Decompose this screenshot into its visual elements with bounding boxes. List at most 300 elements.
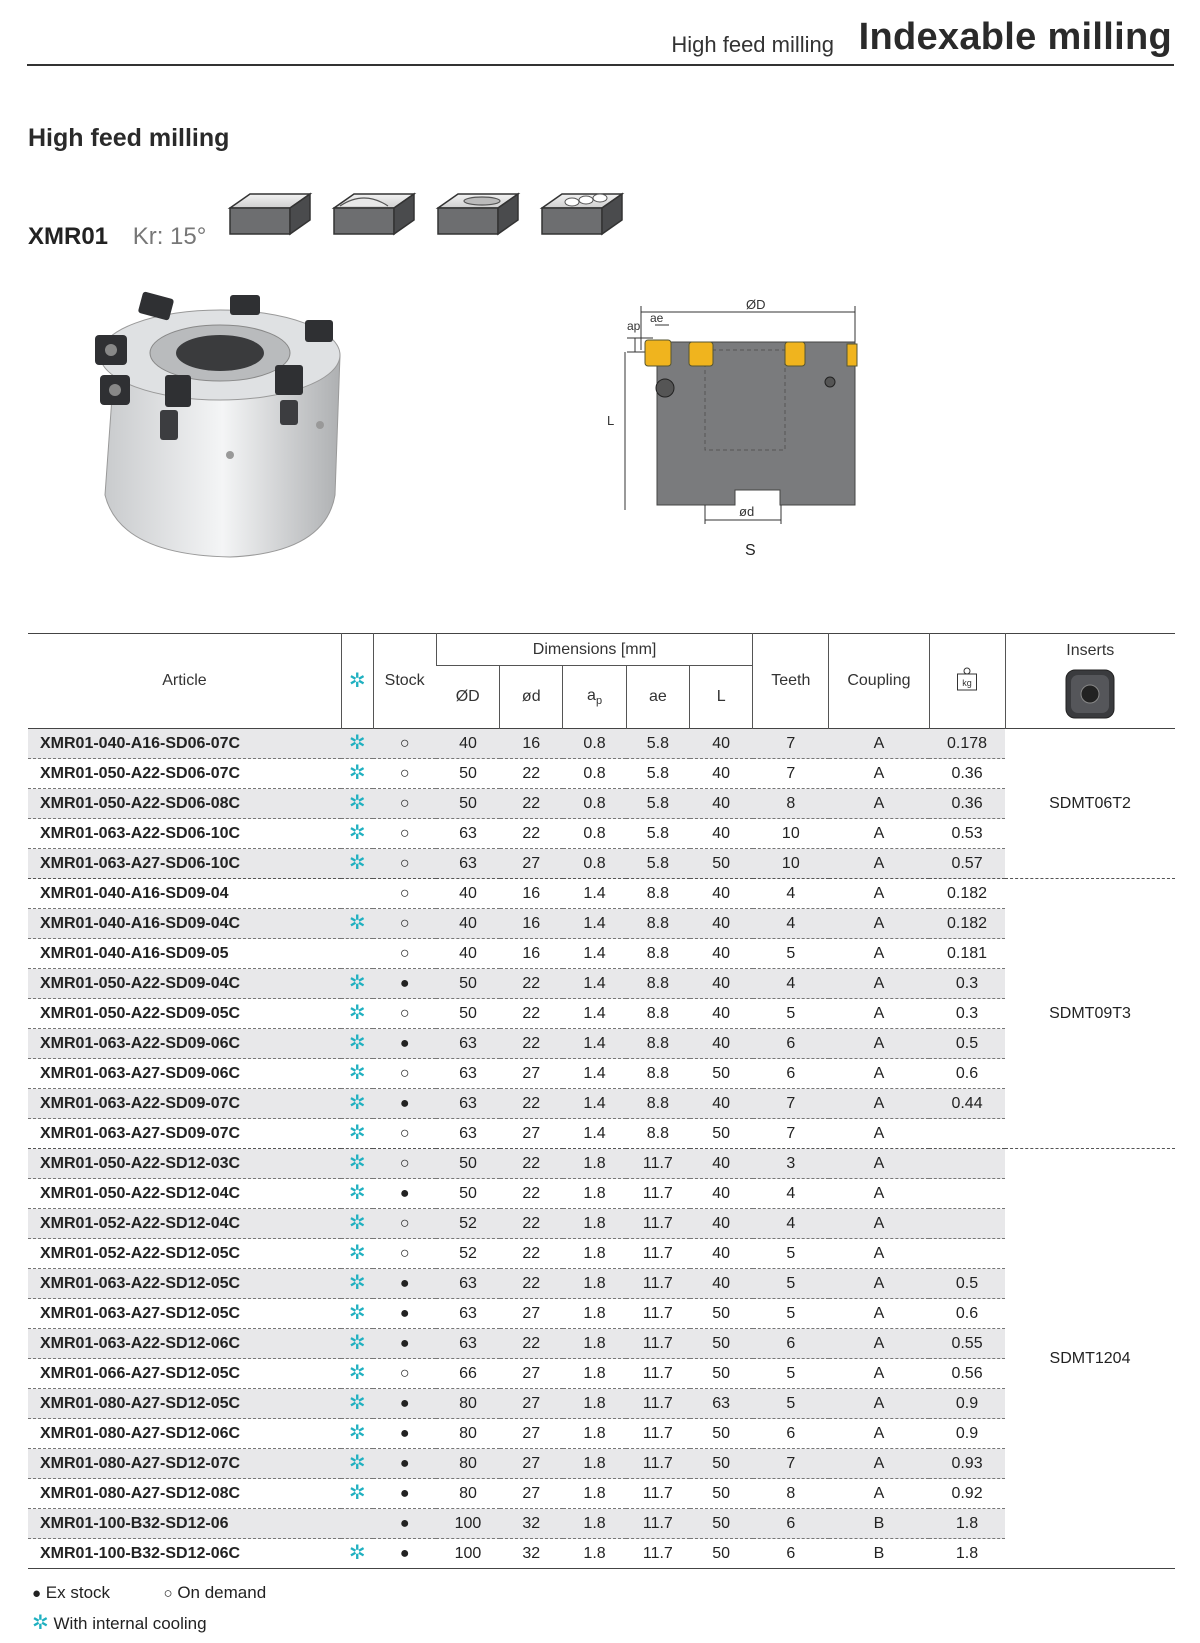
D-cell: 52	[436, 1209, 499, 1239]
ap-cell: 0.8	[563, 819, 626, 849]
ap-cell: 1.8	[563, 1179, 626, 1209]
header-L: L	[690, 666, 753, 729]
table-row	[28, 1389, 1175, 1419]
cooling-icon: ✲	[348, 1362, 366, 1384]
stock-cell: ●	[373, 1269, 436, 1299]
coupling-cell: A	[829, 1209, 929, 1239]
D-cell: 63	[436, 1269, 499, 1299]
weight-cell: 0.6	[929, 1059, 1005, 1089]
cooling-icon: ✲	[348, 1542, 366, 1564]
cooling-icon: ✲	[348, 1002, 366, 1024]
D-cell: 63	[436, 1329, 499, 1359]
L-cell: 50	[690, 1479, 753, 1509]
D-cell: 63	[436, 1059, 499, 1089]
article-cell: XMR01-066-A27-SD12-05C	[28, 1359, 341, 1389]
ae-cell: 8.8	[626, 909, 689, 939]
weight-cell	[929, 1179, 1005, 1209]
weight-cell: 0.182	[929, 909, 1005, 939]
D-cell: 40	[436, 729, 499, 759]
d-cell: 22	[500, 1149, 563, 1179]
header-title: Indexable milling	[858, 16, 1172, 58]
weight-cell: 0.93	[929, 1449, 1005, 1479]
header-d: ød	[500, 666, 563, 729]
ap-cell: 0.8	[563, 729, 626, 759]
weight-cell: 0.36	[929, 759, 1005, 789]
stock-cell: ●	[373, 1389, 436, 1419]
coupling-cell: A	[829, 1389, 929, 1419]
header-stock: Stock	[373, 634, 436, 729]
teeth-cell: 5	[753, 1239, 829, 1269]
D-cell: 63	[436, 1119, 499, 1149]
ae-cell: 11.7	[626, 1179, 689, 1209]
teeth-cell: 4	[753, 879, 829, 909]
coupling-cell: A	[829, 1239, 929, 1269]
d-cell: 27	[500, 1419, 563, 1449]
stock-cell: ○	[373, 1239, 436, 1269]
ae-cell: 5.8	[626, 849, 689, 879]
stock-cell: ●	[373, 1179, 436, 1209]
weight-cell: 0.9	[929, 1389, 1005, 1419]
header-ae: ae	[626, 666, 689, 729]
ap-cell: 1.4	[563, 939, 626, 969]
on-demand-symbol: ○	[163, 1585, 173, 1602]
L-cell: 40	[690, 909, 753, 939]
ap-cell: 1.8	[563, 1209, 626, 1239]
cooling-cell	[341, 1239, 373, 1269]
article-cell: XMR01-063-A27-SD09-07C	[28, 1119, 341, 1149]
article-cell: XMR01-063-A27-SD06-10C	[28, 849, 341, 879]
article-cell: XMR01-063-A22-SD09-07C	[28, 1089, 341, 1119]
table-row	[28, 879, 1175, 909]
ap-cell: 1.8	[563, 1299, 626, 1329]
stock-cell: ○	[373, 819, 436, 849]
coupling-cell: A	[829, 1119, 929, 1149]
cooling-label: With internal cooling	[53, 1614, 207, 1633]
table-row	[28, 1329, 1175, 1359]
ae-cell: 8.8	[626, 1119, 689, 1149]
weight-cell: 1.8	[929, 1539, 1005, 1569]
article-cell: XMR01-052-A22-SD12-05C	[28, 1239, 341, 1269]
coupling-cell: A	[829, 849, 929, 879]
stock-cell: ●	[373, 1449, 436, 1479]
stock-cell: ○	[373, 1149, 436, 1179]
teeth-cell: 5	[753, 939, 829, 969]
cooling-cell	[341, 1539, 373, 1569]
legend	[32, 1583, 266, 1643]
D-cell: 40	[436, 909, 499, 939]
cooling-icon: ✲	[348, 1452, 366, 1474]
coupling-cell: A	[829, 1089, 929, 1119]
cooling-icon: ✲	[348, 1182, 366, 1204]
ae-cell: 11.7	[626, 1359, 689, 1389]
table-row	[28, 909, 1175, 939]
article-cell: XMR01-100-B32-SD12-06C	[28, 1539, 341, 1569]
teeth-cell: 5	[753, 1299, 829, 1329]
d-cell: 22	[500, 1179, 563, 1209]
d-cell: 22	[500, 1089, 563, 1119]
table-row	[28, 849, 1175, 879]
ae-cell: 8.8	[626, 1089, 689, 1119]
ae-cell: 8.8	[626, 879, 689, 909]
weight-cell: 0.57	[929, 849, 1005, 879]
ap-cell: 1.4	[563, 909, 626, 939]
L-cell: 50	[690, 1509, 753, 1539]
ae-cell: 11.7	[626, 1419, 689, 1449]
header-article: Article	[162, 672, 207, 689]
D-cell: 63	[436, 1089, 499, 1119]
ap-cell: 1.4	[563, 1029, 626, 1059]
ap-cell: 1.8	[563, 1509, 626, 1539]
insert-group-cell: SDMT09T3	[1005, 879, 1175, 1149]
L-cell: 40	[690, 999, 753, 1029]
ap-cell: 1.8	[563, 1239, 626, 1269]
cooling-icon: ✲	[348, 1272, 366, 1294]
page-header	[27, 14, 1174, 66]
table-row	[28, 1269, 1175, 1299]
table-row	[28, 1239, 1175, 1269]
article-cell: XMR01-040-A16-SD09-05	[28, 939, 341, 969]
table-row	[28, 1299, 1175, 1329]
insert-icon	[1062, 668, 1118, 720]
article-cell: XMR01-052-A22-SD12-04C	[28, 1209, 341, 1239]
weight-cell: 0.55	[929, 1329, 1005, 1359]
header-ap-sub: p	[595, 695, 603, 708]
ap-cell: 0.8	[563, 849, 626, 879]
coupling-cell: A	[829, 1179, 929, 1209]
d-cell: 22	[500, 1329, 563, 1359]
table-row	[28, 1119, 1175, 1149]
label-D: ØD	[746, 297, 766, 312]
article-cell: XMR01-080-A27-SD12-07C	[28, 1449, 341, 1479]
article-cell: XMR01-063-A22-SD09-06C	[28, 1029, 341, 1059]
cooling-icon: ✲	[348, 972, 366, 994]
cooling-icon: ✲	[348, 1032, 366, 1054]
weight-cell: 0.3	[929, 969, 1005, 999]
cooling-icon: ✲	[348, 1392, 366, 1414]
stock-cell: ●	[373, 1329, 436, 1359]
weight-cell: 0.178	[929, 729, 1005, 759]
ae-cell: 8.8	[626, 999, 689, 1029]
table-row	[28, 999, 1175, 1029]
coupling-cell: A	[829, 1149, 929, 1179]
section-title: High feed milling	[28, 124, 230, 152]
D-cell: 40	[436, 939, 499, 969]
ap-cell: 1.8	[563, 1539, 626, 1569]
article-cell: XMR01-063-A22-SD12-05C	[28, 1269, 341, 1299]
ae-cell: 11.7	[626, 1509, 689, 1539]
header-subtitle: High feed milling	[671, 32, 834, 57]
article-cell: XMR01-050-A22-SD06-08C	[28, 789, 341, 819]
stock-cell: ●	[373, 1509, 436, 1539]
ae-cell: 5.8	[626, 729, 689, 759]
L-cell: 50	[690, 1299, 753, 1329]
cooling-cell	[341, 1119, 373, 1149]
article-table	[28, 633, 1175, 1569]
cooling-cell	[341, 1059, 373, 1089]
table-row	[28, 1449, 1175, 1479]
header-inserts-label: Inserts	[1066, 642, 1115, 659]
weight-cell: 0.56	[929, 1359, 1005, 1389]
article-cell: XMR01-050-A22-SD06-07C	[28, 759, 341, 789]
coupling-cell: A	[829, 1449, 929, 1479]
cooling-cell	[341, 1209, 373, 1239]
L-cell: 40	[690, 969, 753, 999]
d-cell: 16	[500, 939, 563, 969]
ex-stock-label: Ex stock	[45, 1583, 111, 1602]
ex-stock-symbol: ●	[32, 1585, 42, 1602]
ap-cell: 1.8	[563, 1389, 626, 1419]
label-S: S	[745, 542, 756, 559]
table-row	[28, 759, 1175, 789]
cooling-cell	[341, 939, 373, 969]
weight-cell: 0.5	[929, 1029, 1005, 1059]
cooling-cell	[341, 1089, 373, 1119]
D-cell: 50	[436, 1149, 499, 1179]
ae-cell: 11.7	[626, 1539, 689, 1569]
table-body	[28, 729, 1175, 1569]
teeth-cell: 6	[753, 1509, 829, 1539]
cooling-cell	[341, 819, 373, 849]
D-cell: 63	[436, 849, 499, 879]
teeth-cell: 4	[753, 969, 829, 999]
article-cell: XMR01-040-A16-SD09-04	[28, 879, 341, 909]
coupling-cell: A	[829, 1059, 929, 1089]
ap-cell: 1.4	[563, 879, 626, 909]
article-cell: XMR01-080-A27-SD12-08C	[28, 1479, 341, 1509]
cooling-icon: ✲	[348, 1242, 366, 1264]
ae-cell: 8.8	[626, 969, 689, 999]
teeth-cell: 4	[753, 1179, 829, 1209]
D-cell: 50	[436, 999, 499, 1029]
coupling-cell: A	[829, 789, 929, 819]
cooling-icon: ✲	[348, 762, 366, 784]
cooling-icon: ✲	[348, 912, 366, 934]
ap-cell: 1.8	[563, 1419, 626, 1449]
D-cell: 50	[436, 789, 499, 819]
series-kr: Kr: 15°	[132, 223, 207, 250]
weight-cell	[929, 1119, 1005, 1149]
header-inserts	[1005, 634, 1175, 729]
coupling-cell: B	[829, 1539, 929, 1569]
weight-cell: 0.9	[929, 1419, 1005, 1449]
D-cell: 50	[436, 969, 499, 999]
stock-cell: ○	[373, 849, 436, 879]
D-cell: 63	[436, 1029, 499, 1059]
cooling-cell	[341, 1149, 373, 1179]
weight-icon	[956, 667, 978, 691]
article-cell: XMR01-080-A27-SD12-06C	[28, 1419, 341, 1449]
header-ap-main: a	[587, 686, 596, 704]
ap-cell: 0.8	[563, 789, 626, 819]
ap-cell: 1.8	[563, 1359, 626, 1389]
teeth-cell: 7	[753, 759, 829, 789]
dimension-drawing	[607, 297, 945, 595]
cooling-cell	[341, 1299, 373, 1329]
stock-cell: ○	[373, 1209, 436, 1239]
L-cell: 40	[690, 729, 753, 759]
pocket-milling-icon	[438, 194, 518, 234]
insert-group-cell: SDMT06T2	[1005, 729, 1175, 879]
stock-cell: ●	[373, 1419, 436, 1449]
L-cell: 40	[690, 1269, 753, 1299]
label-d: ød	[739, 504, 755, 519]
copy-milling-icon	[334, 194, 414, 234]
coupling-cell: A	[829, 939, 929, 969]
cooling-cell	[341, 879, 373, 909]
header-coupling: Coupling	[829, 634, 929, 729]
L-cell: 63	[690, 1389, 753, 1419]
teeth-cell: 6	[753, 1029, 829, 1059]
article-cell: XMR01-050-A22-SD12-03C	[28, 1149, 341, 1179]
legend-cooling-row	[32, 1613, 266, 1643]
insert-group-cell: SDMT1204	[1005, 1149, 1175, 1569]
weight-cell: 0.182	[929, 879, 1005, 909]
teeth-cell: 5	[753, 1359, 829, 1389]
weight-cell: 0.36	[929, 789, 1005, 819]
plunge-milling-icon	[542, 194, 622, 234]
coupling-cell: A	[829, 999, 929, 1029]
ap-cell: 0.8	[563, 759, 626, 789]
teeth-cell: 6	[753, 1329, 829, 1359]
article-cell: XMR01-050-A22-SD12-04C	[28, 1179, 341, 1209]
teeth-cell: 10	[753, 849, 829, 879]
ap-cell: 1.4	[563, 969, 626, 999]
D-cell: 80	[436, 1479, 499, 1509]
stock-cell: ○	[373, 1359, 436, 1389]
table-row	[28, 789, 1175, 819]
D-cell: 80	[436, 1389, 499, 1419]
teeth-cell: 4	[753, 909, 829, 939]
cooling-icon: ✲	[348, 822, 366, 844]
cooling-icon: ✲	[348, 852, 366, 874]
D-cell: 66	[436, 1359, 499, 1389]
d-cell: 22	[500, 1029, 563, 1059]
d-cell: 27	[500, 1299, 563, 1329]
cooling-icon: ✲	[348, 669, 366, 692]
cooling-icon: ✲	[348, 1062, 366, 1084]
cooling-cell	[341, 729, 373, 759]
ae-cell: 5.8	[626, 789, 689, 819]
L-cell: 40	[690, 1029, 753, 1059]
table-row	[28, 1209, 1175, 1239]
cooling-cell	[341, 1029, 373, 1059]
ae-cell: 11.7	[626, 1209, 689, 1239]
ap-cell: 1.8	[563, 1329, 626, 1359]
teeth-cell: 3	[753, 1149, 829, 1179]
stock-cell: ○	[373, 729, 436, 759]
ap-cell: 1.8	[563, 1269, 626, 1299]
d-cell: 27	[500, 1059, 563, 1089]
stock-cell: ○	[373, 789, 436, 819]
cooling-icon: ✲	[348, 1212, 366, 1234]
coupling-cell: A	[829, 879, 929, 909]
d-cell: 27	[500, 1119, 563, 1149]
coupling-cell: A	[829, 1419, 929, 1449]
D-cell: 80	[436, 1449, 499, 1479]
stock-cell: ○	[373, 1059, 436, 1089]
stock-cell: ○	[373, 1119, 436, 1149]
header-weight	[929, 634, 1005, 729]
label-L: L	[607, 413, 615, 428]
coupling-cell: A	[829, 909, 929, 939]
cooling-cell	[341, 1449, 373, 1479]
ae-cell: 8.8	[626, 1029, 689, 1059]
table-row	[28, 1149, 1175, 1179]
ae-cell: 8.8	[626, 1059, 689, 1089]
stock-cell: ●	[373, 969, 436, 999]
article-cell: XMR01-040-A16-SD09-04C	[28, 909, 341, 939]
table-row	[28, 1509, 1175, 1539]
table-row	[28, 1479, 1175, 1509]
table-row	[28, 1419, 1175, 1449]
teeth-cell: 4	[753, 1209, 829, 1239]
d-cell: 22	[500, 759, 563, 789]
cooling-cell	[341, 1269, 373, 1299]
cooling-cell	[341, 849, 373, 879]
article-cell: XMR01-100-B32-SD12-06	[28, 1509, 341, 1539]
L-cell: 40	[690, 939, 753, 969]
D-cell: 80	[436, 1419, 499, 1449]
L-cell: 40	[690, 1149, 753, 1179]
ap-cell: 1.8	[563, 1149, 626, 1179]
L-cell: 40	[690, 759, 753, 789]
cooling-icon: ✲	[348, 1302, 366, 1324]
D-cell: 100	[436, 1539, 499, 1569]
L-cell: 40	[690, 1209, 753, 1239]
d-cell: 32	[500, 1539, 563, 1569]
article-cell: XMR01-063-A27-SD09-06C	[28, 1059, 341, 1089]
coupling-cell: A	[829, 1359, 929, 1389]
stock-cell: ●	[373, 1029, 436, 1059]
on-demand-label: On demand	[177, 1583, 267, 1602]
d-cell: 22	[500, 999, 563, 1029]
cooling-cell	[341, 1509, 373, 1539]
ap-cell: 1.4	[563, 999, 626, 1029]
ae-cell: 11.7	[626, 1299, 689, 1329]
cooling-icon: ✲	[348, 1122, 366, 1144]
ap-cell: 1.4	[563, 1059, 626, 1089]
L-cell: 50	[690, 1539, 753, 1569]
cooling-cell	[341, 1389, 373, 1419]
D-cell: 52	[436, 1239, 499, 1269]
L-cell: 40	[690, 1089, 753, 1119]
label-ae: ae	[650, 311, 664, 325]
teeth-cell: 6	[753, 1419, 829, 1449]
teeth-cell: 10	[753, 819, 829, 849]
stock-cell: ●	[373, 1299, 436, 1329]
weight-cell: 0.5	[929, 1269, 1005, 1299]
ap-cell: 1.8	[563, 1479, 626, 1509]
L-cell: 40	[690, 1239, 753, 1269]
coupling-cell: A	[829, 819, 929, 849]
ap-cell: 1.8	[563, 1449, 626, 1479]
D-cell: 50	[436, 759, 499, 789]
weight-cell	[929, 1149, 1005, 1179]
d-cell: 16	[500, 909, 563, 939]
cooling-icon: ✲	[348, 1482, 366, 1504]
cooling-cell	[341, 789, 373, 819]
header-D: ØD	[455, 688, 480, 705]
table-row	[28, 1029, 1175, 1059]
face-milling-icon	[230, 194, 310, 234]
ap-cell: 1.4	[563, 1119, 626, 1149]
ae-cell: 11.7	[626, 1149, 689, 1179]
teeth-cell: 7	[753, 1089, 829, 1119]
D-cell: 63	[436, 819, 499, 849]
table-row	[28, 819, 1175, 849]
coupling-cell: A	[829, 1269, 929, 1299]
L-cell: 40	[690, 879, 753, 909]
